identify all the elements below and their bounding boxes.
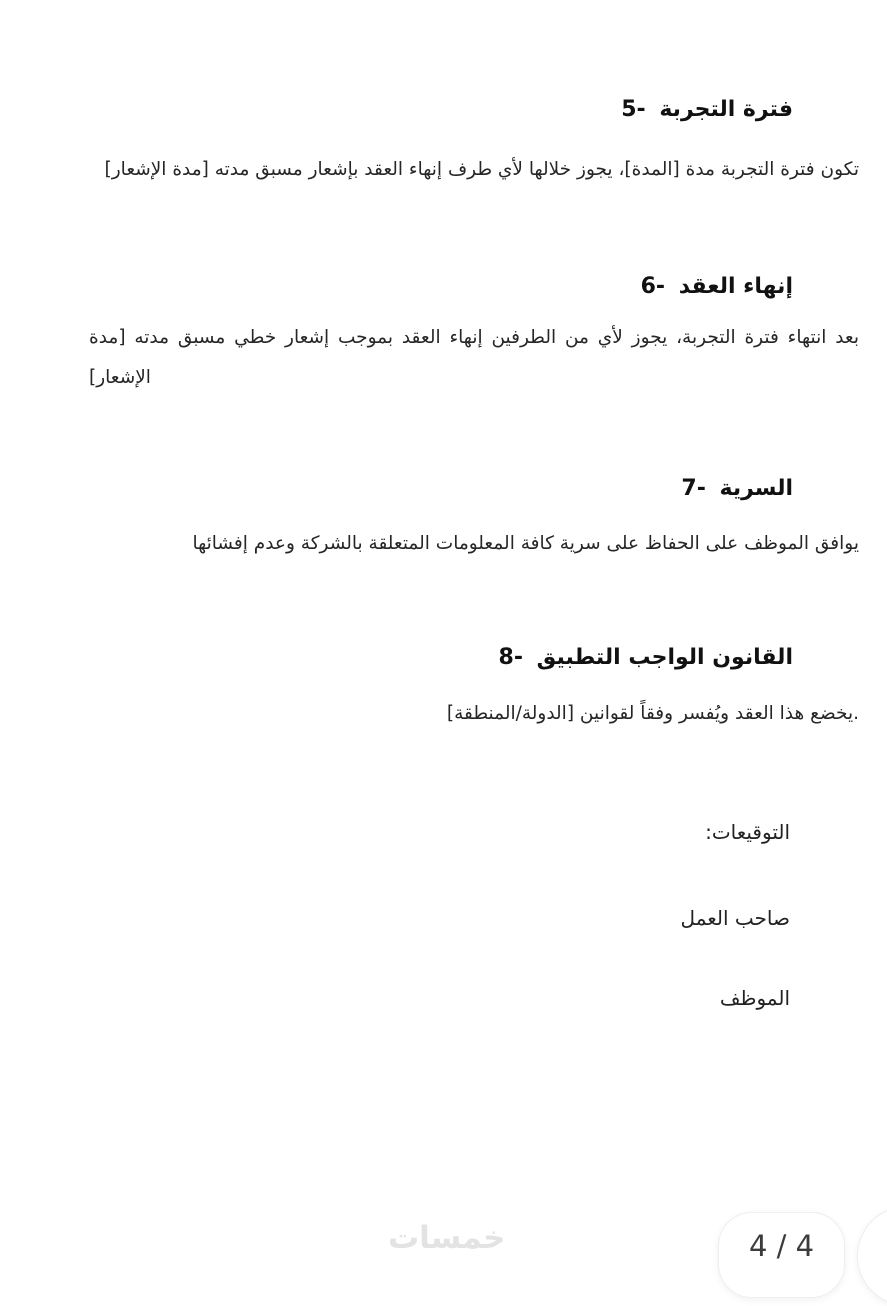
section-5-number: 5- (621, 97, 646, 122)
section-6-heading (641, 274, 793, 299)
corner-floating-button[interactable] (857, 1206, 887, 1306)
page-indicator-text: 4 / 4 (748, 1229, 815, 1263)
signatures-label: التوقيعات: (705, 820, 790, 844)
section-6-number: 6- (640, 274, 666, 299)
section-7-number: 7- (681, 476, 706, 501)
signature-employer-label: صاحب العمل (680, 906, 790, 930)
section-5-body: تكون فترة التجربة مدة [المدة]، يجوز خلالها لأي طرف إنهاء العقد بإشعار مسبق مدته [مدة الإشعار] (104, 159, 859, 180)
section-5-title: فترة التجربة (659, 97, 793, 122)
section-8-title: القانون الواجب التطبيق (536, 645, 793, 670)
section-8-number: 8- (498, 645, 523, 670)
section-7-title: السرية (719, 476, 793, 501)
page-indicator-badge (718, 1212, 845, 1298)
section-7-heading (681, 476, 793, 501)
section-5-heading (621, 97, 793, 122)
section-7-body: يوافق الموظف على الحفاظ على سرية كافة المعلومات المتعلقة بالشركة وعدم إفشائها (192, 533, 859, 554)
signature-employee-label: الموظف (719, 986, 790, 1010)
section-6-body: بعد انتهاء فترة التجربة، يجوز لأي من الطرفين إنهاء العقد بموجب إشعار خطي مسبق مدته [مدة الإشعار] (89, 327, 859, 388)
khamsat-watermark: خمسات (388, 1220, 506, 1256)
section-6-title: إنهاء العقد (678, 274, 793, 299)
section-8-body: .يخضع هذا العقد ويُفسر وفقاً لقوانين [الدولة/المنطقة] (446, 703, 859, 724)
section-8-heading (499, 645, 793, 670)
